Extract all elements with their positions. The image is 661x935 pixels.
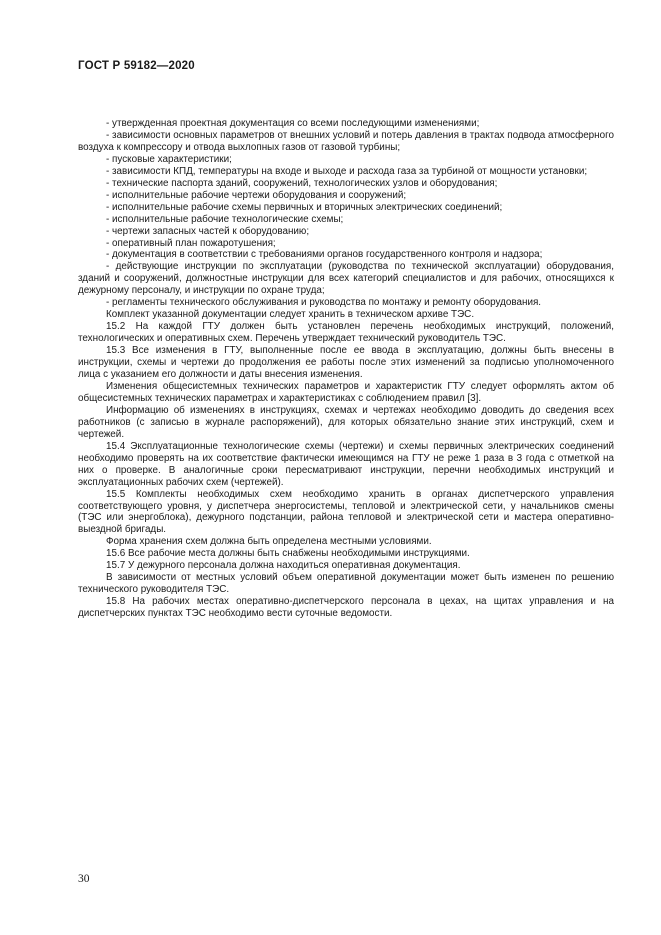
paragraph: 15.4 Эксплуатационные технологические схемы (чертежи) и схемы первичных электрических соединений необходимо проверять на их соответствие фактически имеющимся на ГТУ не реже 1 раза в 3 года с отметкой на них о проверке. В аналогичные сроки пересматривают инструкции, перечни необходимых инструкций и эксплуатационных рабочих схем (чертежей). bbox=[78, 440, 614, 488]
paragraph: Информацию об изменениях в инструкциях, схемах и чертежах необходимо доводить до сведения всех работников (с записью в журнале распоряжений), для которых обязательно знание этих инструкций, схем и чертежей. bbox=[78, 404, 614, 440]
paragraph: 15.7 У дежурного персонала должна находиться оперативная документация. bbox=[106, 560, 461, 572]
paragraph: Изменения общесистемных технических параметров и характеристик ГТУ следует оформлять актом об общесистемных технических параметрах и характеристиках с соблюдением правил [3]. bbox=[78, 380, 614, 404]
paragraph: - зависимости основных параметров от внешних условий и потерь давления в трактах подвода атмосферного воздуха к компрессору и отвода выхлопных газов от газовой турбины; bbox=[78, 129, 614, 153]
paragraph: 15.8 На рабочих местах оперативно-диспетчерского персонала в цехах, на щитах управления и на диспетчерских пунктах ТЭС необходимо вести суточные ведомости. bbox=[78, 596, 614, 620]
paragraph: - чертежи запасных частей к оборудованию; bbox=[106, 225, 310, 237]
paragraph: 15.2 На каждой ГТУ должен быть установлен перечень необходимых инструкций, положений, технологических и оперативных схем. Перечень утверждает технический руководитель ТЭС. bbox=[78, 321, 614, 345]
paragraph: - исполнительные рабочие чертежи оборудования и сооружений; bbox=[106, 189, 407, 201]
paragraph: 15.3 Все изменения в ГТУ, выполненные после ее ввода в эксплуатацию, должны быть внесены в инструкции, схемы и чертежи до продолжения ее работы после этих изменений за подписью уполномоченного лица с указанием его должности и даты внесения изменения. bbox=[78, 345, 614, 381]
paragraph: - утвержденная проектная документация со всеми последующими изменениями; bbox=[106, 118, 480, 129]
paragraph: - пусковые характеристики; bbox=[106, 153, 232, 165]
paragraph: - исполнительные рабочие схемы первичных и вторичных электрических соединений; bbox=[106, 201, 503, 213]
paragraph: - документация в соответствии с требованиями органов государственного контроля и надзора; bbox=[106, 249, 543, 261]
page-number: 30 bbox=[78, 873, 90, 885]
paragraph: - технические паспорта зданий, сооружений, технологических узлов и оборудования; bbox=[106, 177, 498, 189]
paragraph: Форма хранения схем должна быть определена местными условиями. bbox=[106, 536, 432, 548]
paragraph: - регламенты технического обслуживания и руководства по монтажу и ремонту оборудования. bbox=[106, 297, 542, 309]
paragraph: В зависимости от местных условий объем оперативной документации может быть изменен по решению технического руководителя ТЭС. bbox=[78, 572, 614, 596]
document-body bbox=[78, 118, 614, 620]
paragraph: Комплект указанной документации следует хранить в техническом архиве ТЭС. bbox=[106, 309, 475, 321]
paragraph: 15.6 Все рабочие места должны быть снабжены необходимыми инструкциями. bbox=[106, 548, 470, 560]
paragraph: - исполнительные рабочие технологические схемы; bbox=[106, 213, 344, 225]
document-header: ГОСТ Р 59182—2020 bbox=[78, 60, 195, 72]
paragraph: 15.5 Комплекты необходимых схем необходимо хранить в органах диспетчерского управления соответствующего уровня, у диспетчера энергосистемы, тепловой и электрической сети, у начальников смены (ТЭС или энергоблока), дежурного подстанции, района тепловой и электрической сети и мастера оперативно-выездной бригады. bbox=[78, 488, 614, 536]
paragraph: - зависимости КПД, температуры на входе и выходе и расхода газа за турбиной от мощности установки; bbox=[106, 165, 588, 177]
paragraph: - оперативный план пожаротушения; bbox=[106, 237, 276, 249]
paragraph: - действующие инструкции по эксплуатации (руководства по технической эксплуатации) оборудования, зданий и сооружений, должностные инструкции для всех категорий специалистов и для рабочих, относящихся к дежурному персоналу, и инструкции по охране труда; bbox=[78, 261, 614, 297]
